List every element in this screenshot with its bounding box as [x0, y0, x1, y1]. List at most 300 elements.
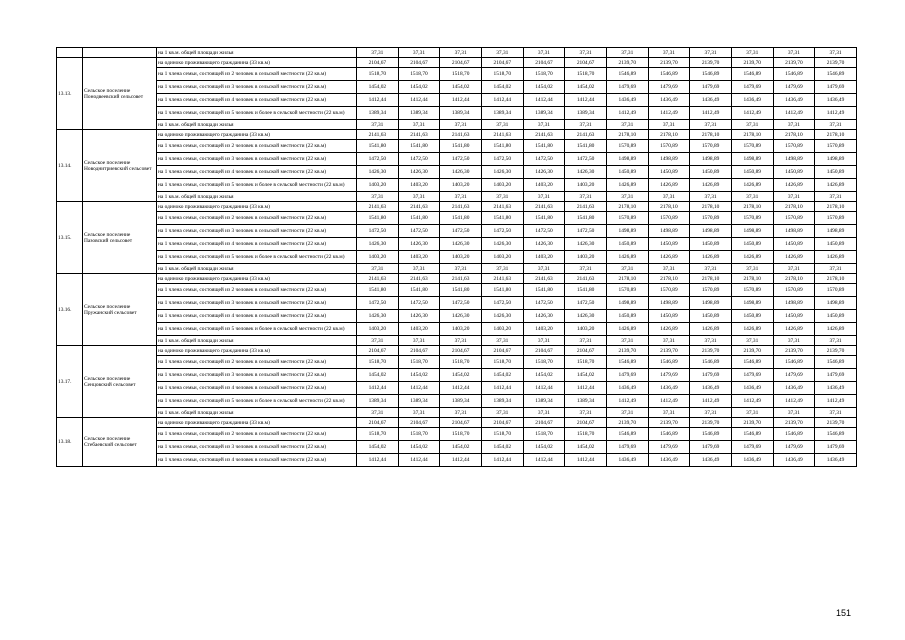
section-code: 13.13.: [57, 58, 83, 130]
value-cell: 1389,34: [523, 395, 565, 408]
value-cell: 1426,89: [648, 179, 690, 192]
value-cell: 37,31: [690, 408, 732, 418]
value-cell: 1479,69: [606, 369, 648, 382]
value-cell: 1454,02: [481, 441, 523, 454]
value-cell: 37,31: [565, 120, 607, 130]
row-description: на одиноко проживающего гражданина (33 кв.м): [157, 274, 357, 284]
value-cell: 1412,44: [481, 94, 523, 107]
value-cell: 1426,89: [731, 179, 773, 192]
value-cell: 37,31: [815, 336, 857, 346]
value-cell: 1403,20: [523, 251, 565, 264]
section-code: 13.16.: [57, 274, 83, 346]
value-cell: 1541,80: [357, 284, 399, 297]
table-row: [57, 346, 857, 356]
value-cell: 1518,70: [523, 356, 565, 369]
value-cell: 1403,20: [481, 323, 523, 336]
value-cell: 1436,49: [606, 94, 648, 107]
value-cell: 1436,49: [648, 382, 690, 395]
value-cell: 1412,49: [606, 395, 648, 408]
value-cell: 1546,89: [773, 428, 815, 441]
value-cell: 1498,89: [731, 225, 773, 238]
value-cell: 1450,89: [606, 166, 648, 179]
value-cell: 1454,02: [481, 81, 523, 94]
table-row: [57, 94, 857, 107]
value-cell: 37,31: [357, 120, 399, 130]
value-cell: 37,31: [565, 408, 607, 418]
value-cell: 2139,70: [815, 418, 857, 428]
row-description: на одиноко проживающего гражданина (33 кв.м): [157, 130, 357, 140]
value-cell: 1479,69: [648, 441, 690, 454]
value-cell: 1403,20: [357, 323, 399, 336]
value-cell: 1426,89: [606, 179, 648, 192]
value-cell: 1403,20: [398, 323, 440, 336]
value-cell: 1412,44: [440, 94, 482, 107]
value-cell: 1541,80: [357, 140, 399, 153]
value-cell: 2178,10: [690, 202, 732, 212]
value-cell: 1412,49: [773, 107, 815, 120]
value-cell: 1518,70: [481, 428, 523, 441]
value-cell: 1570,89: [648, 284, 690, 297]
value-cell: 1570,89: [690, 284, 732, 297]
value-cell: 2104,67: [481, 346, 523, 356]
value-cell: 37,31: [606, 120, 648, 130]
table-row: [57, 454, 857, 467]
section-code: 13.18.: [57, 418, 83, 467]
value-cell: 37,31: [773, 120, 815, 130]
value-cell: 1412,49: [731, 107, 773, 120]
value-cell: 1498,89: [606, 153, 648, 166]
value-cell: 37,31: [731, 408, 773, 418]
value-cell: 2178,10: [815, 130, 857, 140]
value-cell: 1454,02: [523, 441, 565, 454]
value-cell: 1426,30: [357, 166, 399, 179]
value-cell: 2104,67: [481, 58, 523, 68]
value-cell: 37,31: [690, 336, 732, 346]
value-cell: 1518,70: [565, 428, 607, 441]
value-cell: 1498,89: [731, 297, 773, 310]
value-cell: 1426,30: [565, 310, 607, 323]
value-cell: 1412,44: [481, 382, 523, 395]
value-cell: 1498,89: [690, 225, 732, 238]
value-cell: 1518,70: [565, 356, 607, 369]
value-cell: 37,31: [523, 120, 565, 130]
value-cell: 37,31: [648, 336, 690, 346]
value-cell: 1412,44: [565, 382, 607, 395]
table-row: [57, 120, 857, 130]
value-cell: 2104,67: [398, 418, 440, 428]
value-cell: 1570,89: [731, 140, 773, 153]
value-cell: 1454,02: [440, 81, 482, 94]
value-cell: 1518,70: [398, 428, 440, 441]
value-cell: 1436,49: [731, 454, 773, 467]
value-cell: 1541,80: [565, 212, 607, 225]
value-cell: 37,31: [606, 192, 648, 202]
row-description: на одиноко проживающего гражданина (33 кв.м): [157, 58, 357, 68]
value-cell: 1412,44: [357, 94, 399, 107]
value-cell: 37,31: [690, 264, 732, 274]
value-cell: 1389,34: [398, 395, 440, 408]
value-cell: 1389,34: [481, 107, 523, 120]
value-cell: 1426,30: [357, 238, 399, 251]
value-cell: 1412,44: [398, 454, 440, 467]
value-cell: 1472,50: [565, 225, 607, 238]
value-cell: 1426,30: [565, 166, 607, 179]
value-cell: 37,31: [565, 264, 607, 274]
value-cell: 2104,67: [440, 418, 482, 428]
value-cell: 1570,89: [815, 212, 857, 225]
row-description: на 1 члена семьи, состоящей из 3 человек в сельской местности (22 кв.м): [157, 297, 357, 310]
table-row: [57, 428, 857, 441]
section-name: Сельское поселение Стебаевский сельсовет: [83, 418, 157, 467]
table-row: [57, 369, 857, 382]
row-description: на 1 члена семьи, состоящей из 5 человек и более в сельской местности (22 кв.м): [157, 107, 357, 120]
value-cell: 1541,80: [440, 212, 482, 225]
table-row: [57, 140, 857, 153]
value-cell: 1450,89: [648, 166, 690, 179]
value-cell: 37,31: [606, 336, 648, 346]
value-cell: 1436,49: [648, 94, 690, 107]
value-cell: 1389,34: [398, 107, 440, 120]
value-cell: 1412,49: [815, 395, 857, 408]
value-cell: 2139,70: [731, 58, 773, 68]
value-cell: 1454,02: [523, 369, 565, 382]
value-cell: 2178,10: [731, 274, 773, 284]
value-cell: 2104,67: [523, 346, 565, 356]
value-cell: 1389,34: [357, 107, 399, 120]
table-row: [57, 441, 857, 454]
value-cell: 1426,89: [690, 251, 732, 264]
value-cell: 1426,30: [523, 310, 565, 323]
value-cell: 1426,89: [606, 251, 648, 264]
value-cell: 1518,70: [398, 68, 440, 81]
value-cell: 1450,89: [815, 310, 857, 323]
value-cell: 1546,89: [690, 356, 732, 369]
value-cell: 2141,63: [357, 130, 399, 140]
value-cell: 1412,44: [398, 94, 440, 107]
value-cell: 1450,89: [773, 238, 815, 251]
value-cell: 1472,50: [523, 297, 565, 310]
value-cell: 1426,30: [481, 310, 523, 323]
value-cell: 2104,67: [398, 58, 440, 68]
value-cell: 1498,89: [815, 297, 857, 310]
table-row: [57, 418, 857, 428]
value-cell: 1403,20: [357, 251, 399, 264]
value-cell: 1472,50: [398, 225, 440, 238]
value-cell: 2104,67: [440, 58, 482, 68]
value-cell: 1498,89: [648, 225, 690, 238]
value-cell: 2141,63: [565, 274, 607, 284]
value-cell: 37,31: [357, 408, 399, 418]
value-cell: 2141,63: [523, 130, 565, 140]
value-cell: 2141,63: [481, 202, 523, 212]
row-description: на 1 кв.м. общей площади жилья: [157, 192, 357, 202]
value-cell: 1436,49: [815, 454, 857, 467]
row-description: на 1 члена семьи, состоящей из 2 человек в сельской местности (22 кв.м): [157, 428, 357, 441]
table-row: [57, 382, 857, 395]
value-cell: 1546,89: [690, 428, 732, 441]
value-cell: 2141,63: [357, 202, 399, 212]
value-cell: 1546,89: [648, 356, 690, 369]
value-cell: 1570,89: [773, 284, 815, 297]
value-cell: 1541,80: [398, 212, 440, 225]
value-cell: 1541,80: [357, 212, 399, 225]
value-cell: 1389,34: [481, 395, 523, 408]
value-cell: 1454,02: [357, 441, 399, 454]
value-cell: 1546,89: [648, 428, 690, 441]
value-cell: 2139,70: [690, 418, 732, 428]
row-description: на 1 члена семьи, состоящей из 5 человек и более в сельской местности (22 кв.м): [157, 323, 357, 336]
row-description: на 1 члена семьи, состоящей из 3 человек в сельской местности (22 кв.м): [157, 225, 357, 238]
value-cell: 1454,02: [357, 369, 399, 382]
value-cell: 1472,50: [398, 297, 440, 310]
value-cell: 1479,69: [731, 441, 773, 454]
value-cell: 1450,89: [648, 310, 690, 323]
value-cell: 2139,70: [606, 58, 648, 68]
value-cell: 2178,10: [648, 202, 690, 212]
table-row: [57, 179, 857, 192]
table-row: [57, 297, 857, 310]
row-description: на 1 члена семьи, состоящей из 5 человек и более в сельской местности (22 кв.м): [157, 395, 357, 408]
value-cell: 1436,49: [773, 382, 815, 395]
value-cell: 37,31: [606, 408, 648, 418]
value-cell: 37,31: [690, 48, 732, 58]
value-cell: 1436,49: [731, 382, 773, 395]
value-cell: 1570,89: [773, 212, 815, 225]
value-cell: 1518,70: [565, 68, 607, 81]
value-cell: 37,31: [815, 408, 857, 418]
value-cell: 1412,44: [398, 382, 440, 395]
value-cell: 37,31: [481, 408, 523, 418]
value-cell: 2104,67: [398, 346, 440, 356]
value-cell: 1450,89: [773, 166, 815, 179]
row-description: на 1 кв.м. общей площади жилья: [157, 336, 357, 346]
table-row: [57, 336, 857, 346]
value-cell: 1472,50: [481, 153, 523, 166]
table-row: [57, 310, 857, 323]
value-cell: 1450,89: [731, 310, 773, 323]
value-cell: 37,31: [481, 48, 523, 58]
value-cell: 1518,70: [523, 68, 565, 81]
page-number: 151: [836, 608, 852, 618]
value-cell: 1426,89: [815, 251, 857, 264]
value-cell: 1412,49: [606, 107, 648, 120]
value-cell: 1412,44: [565, 94, 607, 107]
value-cell: 1570,89: [690, 140, 732, 153]
table-row: [57, 251, 857, 264]
row-description: на 1 члена семьи, состоящей из 4 человек в сельской местности (22 кв.м): [157, 382, 357, 395]
value-cell: 1426,89: [690, 323, 732, 336]
value-cell: 1426,30: [481, 166, 523, 179]
value-cell: 1541,80: [523, 212, 565, 225]
value-cell: 1426,89: [773, 323, 815, 336]
value-cell: 1436,49: [606, 382, 648, 395]
table-row: [57, 212, 857, 225]
row-description: на 1 кв.м. общей площади жилья: [157, 48, 357, 58]
value-cell: 1472,50: [357, 225, 399, 238]
value-cell: 37,31: [648, 48, 690, 58]
value-cell: 2141,63: [440, 274, 482, 284]
value-cell: 1479,69: [648, 81, 690, 94]
value-cell: 1546,89: [606, 356, 648, 369]
value-cell: 37,31: [773, 264, 815, 274]
value-cell: 1436,49: [690, 94, 732, 107]
value-cell: 1498,89: [606, 297, 648, 310]
table-row: [57, 202, 857, 212]
value-cell: 1518,70: [357, 68, 399, 81]
value-cell: 1450,89: [690, 310, 732, 323]
value-cell: 37,31: [606, 264, 648, 274]
value-cell: 2104,67: [523, 418, 565, 428]
table-row: [57, 68, 857, 81]
value-cell: 1570,89: [731, 284, 773, 297]
row-description: на 1 члена семьи, состоящей из 4 человек в сельской местности (22 кв.м): [157, 94, 357, 107]
value-cell: 1412,49: [773, 395, 815, 408]
table-row: [57, 107, 857, 120]
value-cell: 1454,02: [398, 369, 440, 382]
value-cell: 2104,67: [565, 58, 607, 68]
value-cell: 1412,44: [523, 382, 565, 395]
value-cell: 1479,69: [690, 441, 732, 454]
value-cell: 1541,80: [440, 140, 482, 153]
value-cell: 1436,49: [773, 94, 815, 107]
tariff-table-body: [57, 48, 857, 467]
value-cell: 1541,80: [398, 140, 440, 153]
value-cell: 2104,67: [523, 58, 565, 68]
value-cell: 1412,44: [523, 454, 565, 467]
value-cell: 1450,89: [731, 238, 773, 251]
row-description: на 1 члена семьи, состоящей из 3 человек в сельской местности (22 кв.м): [157, 369, 357, 382]
value-cell: 1412,44: [481, 454, 523, 467]
value-cell: 2141,63: [481, 130, 523, 140]
value-cell: 1450,89: [690, 238, 732, 251]
value-cell: 1518,70: [440, 68, 482, 81]
value-cell: 1412,49: [648, 107, 690, 120]
table-row: [57, 356, 857, 369]
row-description: на одиноко проживающего гражданина (33 кв.м): [157, 202, 357, 212]
value-cell: 1479,69: [815, 81, 857, 94]
value-cell: 37,31: [690, 120, 732, 130]
value-cell: 1403,20: [565, 179, 607, 192]
value-cell: 1450,89: [815, 166, 857, 179]
value-cell: 37,31: [815, 264, 857, 274]
value-cell: 37,31: [357, 264, 399, 274]
value-cell: 1426,89: [606, 323, 648, 336]
value-cell: 2141,63: [398, 202, 440, 212]
value-cell: 37,31: [565, 336, 607, 346]
value-cell: 1570,89: [773, 140, 815, 153]
value-cell: 1412,49: [690, 395, 732, 408]
row-description: на 1 члена семьи, состоящей из 2 человек в сельской местности (22 кв.м): [157, 212, 357, 225]
value-cell: 1546,89: [731, 68, 773, 81]
value-cell: 37,31: [731, 264, 773, 274]
value-cell: 37,31: [398, 408, 440, 418]
table-row: [57, 153, 857, 166]
table-row: [57, 264, 857, 274]
value-cell: 37,31: [523, 192, 565, 202]
value-cell: 1426,89: [648, 251, 690, 264]
value-cell: 1426,89: [815, 179, 857, 192]
table-row: [57, 284, 857, 297]
value-cell: 2178,10: [606, 130, 648, 140]
value-cell: 2178,10: [731, 130, 773, 140]
value-cell: 1412,49: [648, 395, 690, 408]
value-cell: 1403,20: [398, 179, 440, 192]
value-cell: 1436,49: [690, 454, 732, 467]
value-cell: 1498,89: [815, 153, 857, 166]
value-cell: 1426,89: [815, 323, 857, 336]
row-description: на 1 члена семьи, состоящей из 3 человек в сельской местности (22 кв.м): [157, 441, 357, 454]
value-cell: 2178,10: [815, 274, 857, 284]
value-cell: 1450,89: [815, 238, 857, 251]
value-cell: 1436,49: [815, 94, 857, 107]
value-cell: 1570,89: [815, 284, 857, 297]
value-cell: 2139,70: [773, 346, 815, 356]
value-cell: 2139,70: [648, 418, 690, 428]
value-cell: 1450,89: [606, 310, 648, 323]
table-row: [57, 192, 857, 202]
value-cell: 1426,89: [731, 323, 773, 336]
value-cell: 1570,89: [731, 212, 773, 225]
value-cell: 1546,89: [773, 356, 815, 369]
value-cell: 37,31: [357, 192, 399, 202]
value-cell: 1498,89: [773, 225, 815, 238]
value-cell: 1498,89: [773, 153, 815, 166]
value-cell: 2104,67: [357, 58, 399, 68]
value-cell: 37,31: [565, 48, 607, 58]
value-cell: 37,31: [648, 408, 690, 418]
value-cell: 1541,80: [481, 212, 523, 225]
value-cell: 1403,20: [523, 323, 565, 336]
value-cell: 37,31: [731, 336, 773, 346]
table-row: [57, 81, 857, 94]
value-cell: 2141,63: [523, 202, 565, 212]
value-cell: 1472,50: [481, 225, 523, 238]
value-cell: 1570,89: [648, 140, 690, 153]
value-cell: 2141,63: [357, 274, 399, 284]
value-cell: 1412,44: [565, 454, 607, 467]
value-cell: 1454,02: [440, 369, 482, 382]
value-cell: 37,31: [648, 120, 690, 130]
value-cell: 1426,30: [523, 166, 565, 179]
value-cell: 2104,67: [357, 346, 399, 356]
value-cell: 1546,89: [731, 428, 773, 441]
value-cell: 1436,49: [606, 454, 648, 467]
value-cell: 1454,02: [565, 369, 607, 382]
value-cell: 1454,02: [398, 81, 440, 94]
value-cell: 37,31: [398, 120, 440, 130]
value-cell: 1426,89: [773, 251, 815, 264]
value-cell: 1518,70: [357, 356, 399, 369]
value-cell: 37,31: [398, 192, 440, 202]
value-cell: 1570,89: [606, 212, 648, 225]
table-row: [57, 225, 857, 238]
value-cell: 1436,49: [815, 382, 857, 395]
row-description: на 1 кв.м. общей площади жилья: [157, 408, 357, 418]
value-cell: 37,31: [773, 48, 815, 58]
value-cell: 2141,63: [398, 274, 440, 284]
value-cell: 1570,89: [606, 140, 648, 153]
row-description: на 1 члена семьи, состоящей из 2 человек в сельской местности (22 кв.м): [157, 140, 357, 153]
value-cell: 1518,70: [440, 356, 482, 369]
value-cell: 2139,70: [773, 58, 815, 68]
value-cell: 2178,10: [606, 274, 648, 284]
value-cell: 1472,50: [523, 225, 565, 238]
section-name: Сельское поселение Понодвеевский сельсовет: [83, 58, 157, 130]
value-cell: 37,31: [606, 48, 648, 58]
section-code: 13.17.: [57, 346, 83, 418]
value-cell: 1389,34: [440, 107, 482, 120]
value-cell: 1479,69: [648, 369, 690, 382]
